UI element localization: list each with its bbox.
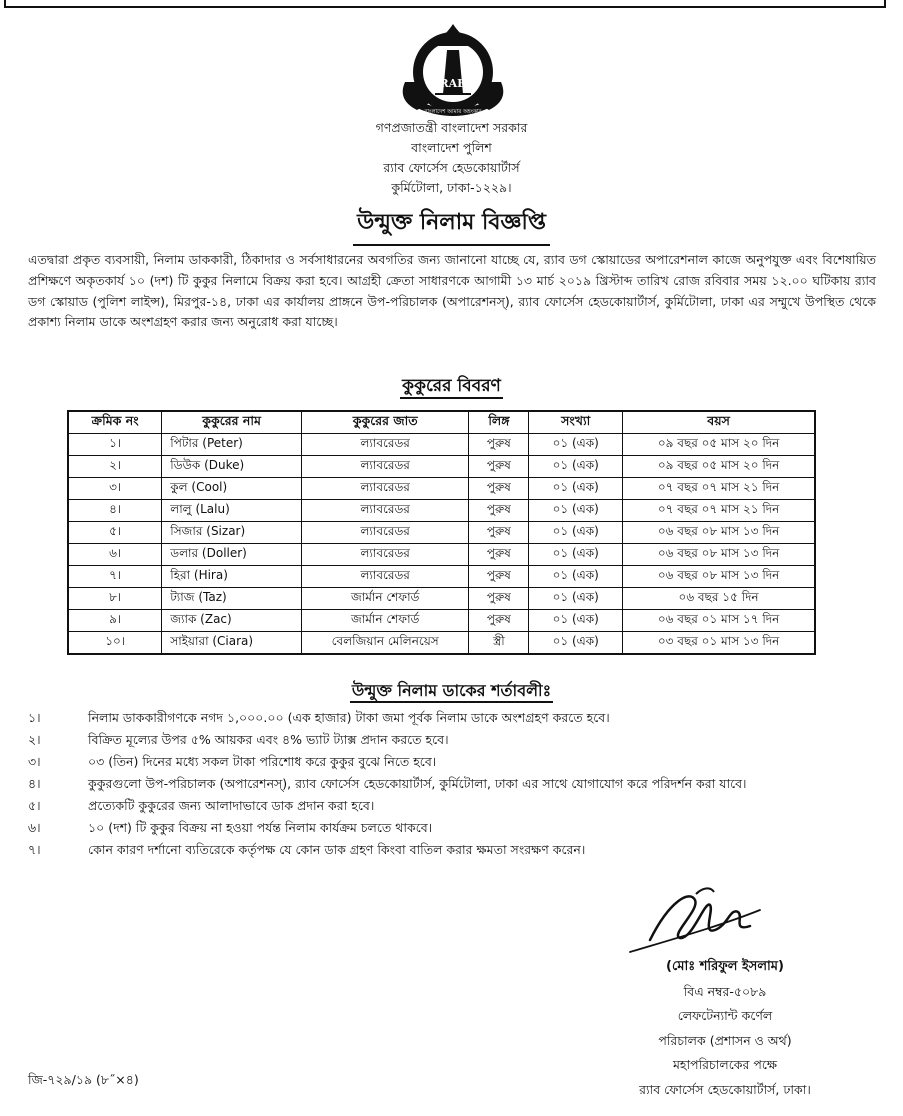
header-line-address: কুর্মিটোলা, ঢাকা-১২২৯। bbox=[391, 180, 512, 195]
cell-sex: স্ত্রী bbox=[469, 632, 529, 655]
header-line-govt: গণপ্রজাতন্ত্রী বাংলাদেশ সরকার bbox=[375, 120, 528, 135]
term-number: ২। bbox=[28, 732, 41, 747]
cell-age: ০৬ বছর ০৮ মাস ১৩ দিন bbox=[623, 566, 815, 588]
cell-count: ০১ (এক) bbox=[529, 478, 623, 500]
cell-sex: পুরুষ bbox=[469, 566, 529, 588]
signatory-on-behalf: মহাপরিচালকের পক্ষে bbox=[672, 1057, 777, 1072]
cell-breed: বেলজিয়ান মেলিনয়েস bbox=[301, 632, 469, 655]
term-number: ১। bbox=[28, 710, 41, 725]
cell-age: ০৬ বছর ০৮ মাস ১৩ দিন bbox=[623, 522, 815, 544]
cell-name: হিরা (Hira) bbox=[162, 566, 302, 588]
cell-sex: পুরুষ bbox=[469, 522, 529, 544]
cell-breed: ল্যাবরেডর bbox=[301, 566, 469, 588]
cell-serial: ৬। bbox=[68, 544, 162, 566]
footer-reference: জি-৭২৯/১৯ (৮˝×৪) bbox=[28, 1072, 139, 1087]
cell-sex: পুরুষ bbox=[469, 456, 529, 478]
list-item bbox=[28, 839, 876, 860]
cell-count: ০১ (এক) bbox=[529, 610, 623, 632]
cell-sex: পুরুষ bbox=[469, 500, 529, 522]
cell-serial: ৯। bbox=[68, 610, 162, 632]
table-row bbox=[68, 610, 815, 632]
rab-emblem-icon bbox=[387, 16, 519, 120]
table-row bbox=[68, 566, 815, 588]
dogs-section-title bbox=[0, 373, 903, 401]
signatory-rank: লেফটেন্যান্ট কর্ণেল bbox=[677, 1008, 773, 1023]
term-text: কোন কারণ দর্শানো ব্যতিরেকে কর্তৃপক্ষ যে কোন ডাক গ্রহণ কিংবা বাতিল করার ক্ষমতা সংরক্ষণ করেন। bbox=[88, 842, 586, 857]
cell-breed: ল্যাবরেডর bbox=[301, 522, 469, 544]
term-number: ৬। bbox=[28, 820, 41, 835]
cell-count: ০১ (এক) bbox=[529, 456, 623, 478]
cell-age: ০৯ বছর ০৫ মাস ২০ দিন bbox=[623, 456, 815, 478]
term-text: বিক্রিত মূল্যের উপর ৫% আয়কর এবং ৪% ভ্যাট ট্যাক্স প্রদান করতে হবে। bbox=[88, 732, 449, 747]
notice-title-text: উন্মুক্ত নিলাম বিজ্ঞপ্তি bbox=[353, 205, 550, 246]
signatory-ba-number: বিএ নম্বর-৫০৮৯ bbox=[683, 983, 767, 999]
term-text: প্রত্যেকটি কুকুরের জন্য আলাদাভাবে ডাক প্রদান করা হবে। bbox=[88, 798, 375, 813]
cell-sex: পুরুষ bbox=[469, 588, 529, 610]
dogs-table bbox=[67, 410, 816, 655]
term-number: ৩। bbox=[28, 754, 41, 769]
col-header-serial: ক্রমিক নং bbox=[68, 411, 162, 434]
term-number: ৫। bbox=[28, 798, 41, 813]
cell-count: ০১ (এক) bbox=[529, 500, 623, 522]
cell-serial: ১। bbox=[68, 434, 162, 456]
list-item bbox=[28, 751, 876, 772]
cell-breed: ল্যাবরেডর bbox=[301, 544, 469, 566]
term-number: ৪। bbox=[28, 776, 41, 791]
cell-serial: ৩। bbox=[68, 478, 162, 500]
cell-sex: পুরুষ bbox=[469, 434, 529, 456]
cell-breed: ল্যাবরেডর bbox=[301, 478, 469, 500]
terms-section-title-text: উন্মুক্ত নিলাম ডাকের শর্তাবলীঃ bbox=[350, 681, 553, 703]
cell-serial: ৪। bbox=[68, 500, 162, 522]
list-item bbox=[28, 795, 876, 816]
cell-name: ডিউক (Duke) bbox=[162, 456, 302, 478]
term-text: কুকুরগুলো উপ-পরিচালক (অপারেশনস্), র‍্যাব ফোর্সেস হেডকোয়ার্টার্স, কুর্মিটোলা, ঢাকা এর সাথে যোগাযোগ করে পরিদর্শন করা যাবে। bbox=[88, 776, 747, 791]
cell-age: ০৭ বছর ০৭ মাস ২১ দিন bbox=[623, 500, 815, 522]
table-row bbox=[68, 588, 815, 610]
term-text: নিলাম ডাককারীগণকে নগদ ১,০০০.০০ (এক হাজার) টাকা জমা পূর্বক নিলাম ডাকে অংশগ্রহণ করতে হবে। bbox=[88, 710, 610, 725]
cell-sex: পুরুষ bbox=[469, 544, 529, 566]
table-row bbox=[68, 522, 815, 544]
col-header-breed: কুকুরের জাত bbox=[301, 411, 469, 434]
list-item bbox=[28, 817, 876, 838]
cell-name: সিজার (Sizar) bbox=[162, 522, 302, 544]
cell-count: ০১ (এক) bbox=[529, 434, 623, 456]
cell-name: জ্যাক (Zac) bbox=[162, 610, 302, 632]
term-text: ১০ (দশ) টি কুকুর বিক্রয় না হওয়া পর্যন্ত নিলাম কার্যক্রম চলতে থাকবে। bbox=[88, 820, 433, 835]
col-header-sex: লিঙ্গ bbox=[469, 411, 529, 434]
cell-age: ০৩ বছর ০১ মাস ১৩ দিন bbox=[623, 632, 815, 655]
cell-breed: ল্যাবরেডর bbox=[301, 434, 469, 456]
signatory-office: র‍্যাব ফোর্সেস হেডকোয়ার্টার্স, ঢাকা। bbox=[639, 1081, 811, 1097]
table-row bbox=[68, 434, 815, 456]
logo-badge-text: RAB bbox=[439, 77, 467, 90]
cell-count: ০১ (এক) bbox=[529, 544, 623, 566]
cell-breed: ল্যাবরেডর bbox=[301, 456, 469, 478]
terms-section-title bbox=[0, 678, 903, 705]
handwritten-signature-icon bbox=[610, 880, 770, 960]
table-row bbox=[68, 500, 815, 522]
table-row bbox=[68, 544, 815, 566]
cell-serial: ৭। bbox=[68, 566, 162, 588]
office-header bbox=[0, 118, 903, 198]
dogs-section-title-text: কুকুরের বিবরণ bbox=[400, 376, 503, 399]
cell-serial: ১০। bbox=[68, 632, 162, 655]
signatory-name: (মোঃ শরিফুল ইসলাম) bbox=[666, 959, 784, 974]
table-row bbox=[68, 456, 815, 478]
cell-name: লালু (Lalu) bbox=[162, 500, 302, 522]
cell-age: ০৬ বছর ০১ মাস ১৭ দিন bbox=[623, 610, 815, 632]
cell-name: ট্যাজ (Taz) bbox=[162, 588, 302, 610]
cell-name: ডলার (Doller) bbox=[162, 544, 302, 566]
top-frame-border bbox=[4, 0, 886, 8]
list-item bbox=[28, 707, 876, 728]
table-header-row bbox=[68, 411, 815, 434]
cell-name: সাইয়ারা (Ciara) bbox=[162, 632, 302, 655]
cell-age: ০৬ বছর ০৮ মাস ১৩ দিন bbox=[623, 544, 815, 566]
cell-breed: ল্যাবরেডর bbox=[301, 500, 469, 522]
signatory-designation: পরিচালক (প্রশাসন ও অর্থ) bbox=[658, 1032, 792, 1048]
header-line-police: বাংলাদেশ পুলিশ bbox=[411, 140, 492, 155]
cell-count: ০১ (এক) bbox=[529, 566, 623, 588]
cell-age: ০৯ বছর ০৫ মাস ২০ দিন bbox=[623, 434, 815, 456]
cell-sex: পুরুষ bbox=[469, 610, 529, 632]
terms-list bbox=[28, 707, 876, 861]
term-number: ৭। bbox=[28, 842, 41, 857]
cell-serial: ৮। bbox=[68, 588, 162, 610]
cell-count: ০১ (এক) bbox=[529, 632, 623, 655]
intro-paragraph: এতদ্বারা প্রকৃত ব্যবসায়ী, নিলাম ডাককারী, ঠিকাদার ও সর্বসাধারনের অবগতির জন্য জানানো যাচ্ছে যে, র‍্যাব ডগ স্কোয়াডের অপারেশনাল কাজে অনুপযুক্ত এবং বিশেষায়িত প্রশিক্ষণে অকৃতকার্য ১০ (দশ) টি কুকুর নিলামে বিক্রয় করা হবে। আগ্রহী ক্রেতা সাধারণকে আগামী ১৩ মার্চ ২০১৯ খ্রিস্টাব্দ তারিখ রোজ রবিবার সময় ১২.০০ ঘটিকায় র‍্যাব ডগ স্কোয়াড (পুলিশ লাইন্স), মিরপুর-১৪, ঢাকা এর কার্যালয় প্রাঙ্গনে উপ-পরিচালক (অপারেশনস্), র‍্যাব ফোর্সেস হেডকোয়ার্টার্স, কুর্মিটোলা, ঢাকা এর সম্মুখে উপস্থিত থেকে প্রকাশ্য নিলাম ডাকে অংশগ্রহণ করার জন্য অনুরোধ করা যাচ্ছে। bbox=[28, 252, 876, 330]
cell-breed: জার্মান শেফার্ড bbox=[301, 610, 469, 632]
logo-motto: বাংলাদেশ আমার অহংকার bbox=[424, 109, 482, 115]
term-text: ০৩ (তিন) দিনের মধ্যে সকল টাকা পরিশোধ করে কুকুর বুঝে নিতে হবে। bbox=[88, 754, 437, 769]
cell-count: ০১ (এক) bbox=[529, 522, 623, 544]
cell-serial: ৫। bbox=[68, 522, 162, 544]
col-header-count: সংখ্যা bbox=[529, 411, 623, 434]
cell-age: ০৭ বছর ০৭ মাস ২১ দিন bbox=[623, 478, 815, 500]
header-line-rab: র‍্যাব ফোর্সেস হেডকোয়ার্টার্স bbox=[383, 160, 520, 175]
cell-sex: পুরুষ bbox=[469, 478, 529, 500]
notice-title bbox=[0, 205, 903, 246]
cell-name: কুল (Cool) bbox=[162, 478, 302, 500]
list-item bbox=[28, 729, 876, 750]
cell-breed: জার্মান শেফার্ড bbox=[301, 588, 469, 610]
table-row bbox=[68, 632, 815, 655]
col-header-age: বয়স bbox=[623, 411, 815, 434]
table-row bbox=[68, 478, 815, 500]
cell-count: ০১ (এক) bbox=[529, 588, 623, 610]
list-item bbox=[28, 773, 876, 794]
cell-serial: ২। bbox=[68, 456, 162, 478]
cell-name: পিটার (Peter) bbox=[162, 434, 302, 456]
col-header-name: কুকুরের নাম bbox=[162, 411, 302, 434]
cell-age: ০৬ বছর ১৫ দিন bbox=[623, 588, 815, 610]
